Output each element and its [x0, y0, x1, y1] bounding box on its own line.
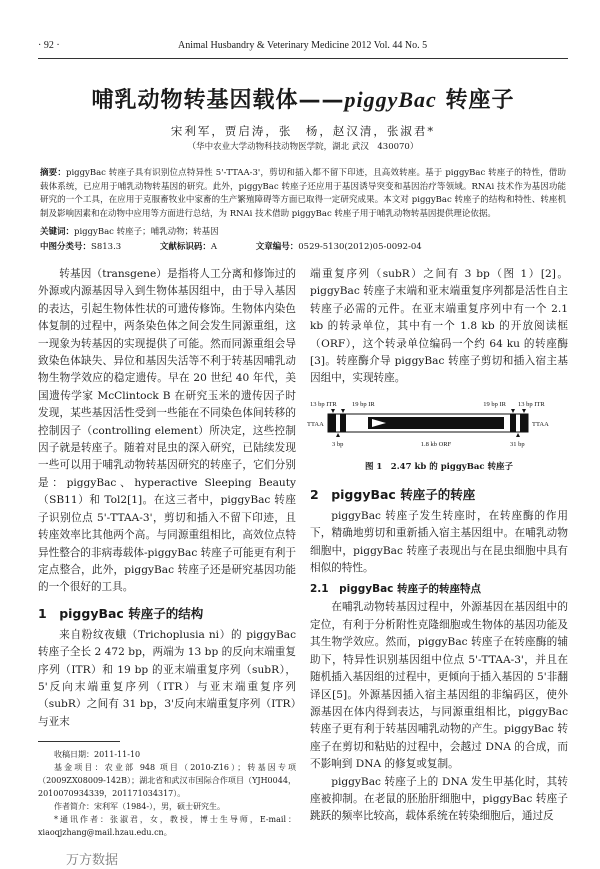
page-number: · 92 · — [38, 40, 60, 51]
section-2-heading: 2 piggyBac 转座子的转座 — [310, 486, 476, 502]
footnote-block — [38, 731, 296, 869]
footnote-rule — [38, 741, 120, 742]
structure-paragraph-cont: 端重复序列（subR）之间有 3 bp（图 1）[2]。piggyBac 转座子末端和亚末端重复序列都是活性自主转座子必需的元件。在亚末端重复序列中有一个 2.1 kb 的转录单位，其中有一个 1.8 kb 的开放阅读框（ORF），这个转录单位编码一个约 64 ku 的转座酶[3]。转座酶介导 piggyBac 转座子剪切和插入宿主基因组中，实现转座。 — [310, 268, 568, 385]
features-paragraph: 在哺乳动物转基因过程中，外源基因在基因组中的定位，有利于分析附性克隆细胞或生物体的基因功能及其生物学效应。然而，piggyBac 转座子在转座酶的辅助下，特异性识别基因组中位点 5'-TTAA-3'，并且在随机插入基因组的过程中，更倾向于插入基因的 5'非翻译区[5]。外源基因插入宿主基因组的非编码区，使外源基因在体内得到表达，与同源重组相比，piggyBac 转座子更有利于转基因哺乳动物的产生。piggyBac 转座子在剪切和粘贴的过程中，会越过 DNA 的合成，而不影响到 DNA 的修复或复制。 — [310, 601, 568, 771]
intro-paragraph: 转基因（transgene）是指将人工分离和修饰过的外源或内源基因导入到生物体基因组中，由于导入基因的表达，引起生物体性状的可遗传修饰。生物体内染色体复制的过程中，两条染色体之间会发生同源重组，这一现象为转基因的实现提供了可能。然而同源重组会导致染色体缺失、异位和基因失活等不利于转基因哺乳动物生物学效应的稳定遗传。早在 20 世纪 40 年代，美国遗传学家 McClintock B 在研究玉米的遗传因子时发现，某些基因活性受到一些能在不同染色体间转移的控制因子（controlling element）所决定，这些控制因子就是转座子。随着对昆虫的深入研究，已陆续发现一些可以用于哺乳动物转基因研究的转座子，它们分别是：piggyBac、hyperactive Sleeping Beauty（SB11）和 Tol2[1]。在这三者中，piggyBac 转座子识别位点 5'-TTAA-3'，剪切和插入不留下印迹，且转座效率比其他两个高。与同源重组相比，高效位点特异性整合的非病毒载体-piggyBac 转座子可能更有利于定点整合，此外，piggyBac 转座子还是研究基因功能的一个很好的工具。 — [38, 268, 296, 594]
fig-label-ir-left: 19 bp IR — [352, 400, 375, 408]
clc-value: S813.3 — [91, 242, 122, 252]
running-header — [38, 40, 568, 54]
marker-ir-right — [511, 409, 515, 413]
watermark: 万方数据 — [66, 853, 119, 869]
title-italic: piggyBac — [344, 87, 437, 112]
itr-left-block — [328, 414, 336, 432]
figure-1-caption: 图 1 2.47 kb 的 piggyBac 转座子 — [364, 461, 514, 472]
fig-label-itr-left: 13 bp ITR — [310, 400, 337, 408]
fig-label-31bp: 31 bp — [510, 440, 525, 448]
classification — [40, 240, 566, 254]
fig-label-orf: 1.8 kb ORF — [420, 440, 452, 448]
fig-label-ir-right: 19 bp IR — [483, 400, 506, 408]
abstract — [40, 167, 566, 221]
fig-label-itr-right: 13 bp ITR — [518, 400, 545, 408]
marker-3bp — [336, 433, 340, 437]
marker-ir-left — [341, 409, 345, 413]
authors: 宋利军，贾启涛，张 杨，赵汉清，张淑君* — [170, 124, 436, 138]
keywords-text: piggyBac 转座子；哺乳动物；转基因 — [74, 227, 219, 237]
article — [38, 86, 568, 869]
title-prefix: 哺乳动物转基因载体—— — [91, 88, 345, 113]
corresponding-author: *通讯作者：张淑君，女，教授，博士生导师，E-mail：xiaoqjzhang@mail.hzau.edu.cn。 — [38, 815, 296, 838]
doc-label: 文献标识码： — [159, 242, 211, 252]
clc-label: 中图分类号： — [40, 242, 92, 252]
marker-itr-left — [331, 409, 335, 413]
keywords — [40, 225, 566, 239]
fig-label-ttaa-left: TTAA — [307, 420, 324, 428]
methylation-paragraph: piggyBac 转座子上的 DNA 发生甲基化时，其转座被抑制。在老鼠的胚胎肝细胞中，piggyBac 转座子跳跃的频率比较高，载体系统在转染细胞后，通过反 — [310, 775, 568, 823]
abstract-text: piggyBac 转座子具有识别位点特异性 5'-TTAA-3'，剪切和插入都不留下印迹，且高效转座。基于 piggyBac 转座子的特性，借助载体系统，已应用于哺乳动物转基因的研究。此外，piggyBac 转座子还应用于基因诱导突变和基因治疗等领域。RNAi 技术作为基因功能研究的一个工具，在应用于克服畜牧业中家畜的生产繁殖障碍等方面已取得一定研究成果。本文对 piggyBac 转座子的结构和特性、转座机制及影响因素和在动物中应用等方面进行总结，为 RNAi 技术借助 piggyBac 转座子用于哺乳动物转基因提供理论依据。 — [40, 168, 566, 219]
title-suffix: 转座子 — [436, 88, 515, 113]
orf-block — [368, 417, 504, 429]
header-rule — [38, 58, 568, 59]
section-2-1-heading: 2.1 piggyBac 转座子的转座特点 — [310, 583, 482, 596]
journal-name: Animal Husbandry & Veterinary Medicine 2012 Vol. 44 No. 5 — [178, 40, 428, 51]
ir-left-block — [340, 414, 346, 432]
received-date: 收稿日期：2011-11-10 — [54, 750, 141, 760]
section-1-heading: 1 piggyBac 转座子的结构 — [38, 605, 204, 621]
left-column — [38, 266, 296, 869]
article-id-label: 文章编号： — [255, 242, 299, 252]
two-column-body — [38, 266, 568, 869]
article-title — [38, 86, 568, 115]
itr-right-block — [520, 414, 528, 432]
doc-value: A — [210, 242, 218, 252]
fund-info: 基金项目：农业部 948 项目（2010-Z16）；转基因专项（2009ZX08009-142B）；湖北省和武汉市国际合作项目（YJH0044，2010070934339，201171034317）。 — [38, 763, 296, 799]
article-id-value: 0529-5130(2012)05-0092-04 — [298, 242, 422, 252]
fig-label-3bp: 3 bp — [332, 440, 344, 448]
fig-label-ttaa-right: TTAA — [532, 420, 549, 428]
footnotes — [38, 748, 296, 839]
transposition-paragraph: piggyBac 转座子发生转座时，在转座酶的作用下，精确地剪切和重新插入宿主基因组中。在哺乳动物细胞中，piggyBac 转座子表现出与在昆虫细胞中具有相似的特性。 — [310, 509, 568, 575]
affiliation: （华中农业大学动物科技动物医学院，湖北 武汉 430070） — [187, 142, 419, 152]
right-column — [307, 266, 568, 869]
author-bio: 作者简介：宋利军（1984-），男，硕士研究生。 — [54, 802, 226, 812]
marker-itr-right — [522, 409, 526, 413]
keywords-label: 关键词： — [40, 227, 75, 237]
structure-paragraph: 来自粉纹夜蛾（Trichoplusia ni）的 piggyBac 转座子全长 2 472 bp，两端为 13 bp 的反向末端重复序列（ITR）和 19 bp 的亚末端重复序列（subR），5'反向末端重复序列（ITR）与亚末端重复序列（subR）之间有 31 bp，3'反向末端重复序列（ITR）与亚末 — [38, 628, 296, 728]
figure-1-transposon-diagram — [306, 398, 568, 458]
abstract-label: 摘要： — [40, 168, 67, 178]
marker-31bp — [516, 433, 520, 437]
ir-right-block — [510, 414, 516, 432]
